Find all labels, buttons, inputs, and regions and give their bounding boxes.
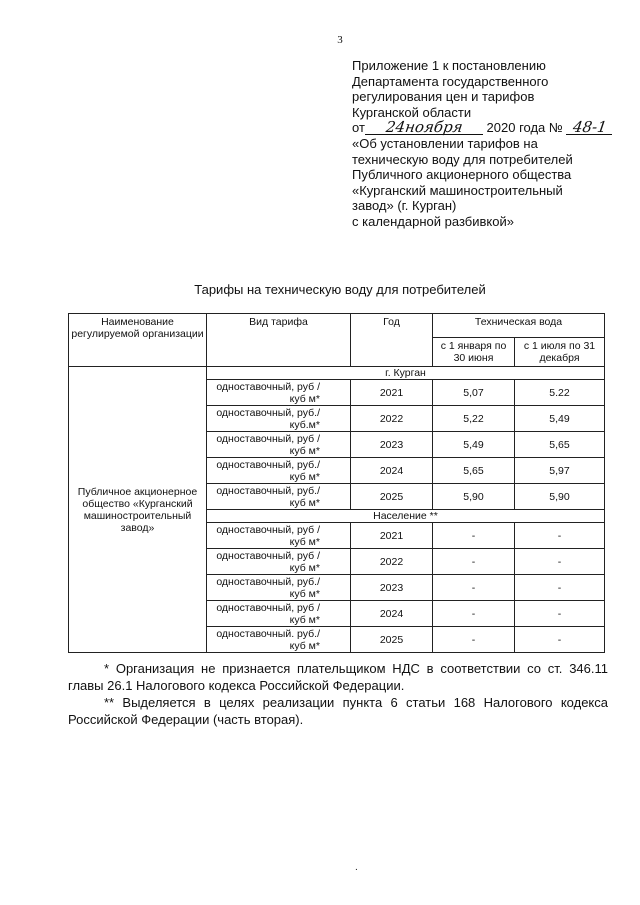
tariff-table	[68, 313, 605, 653]
period-1-value: -	[433, 549, 515, 575]
tariff-type-cell: одноставочный, руб /куб м*	[207, 601, 351, 627]
tariff-type-cell: одноставочный, руб /куб м*	[207, 549, 351, 575]
header-organization: Наименование регулируемой организации	[69, 314, 207, 367]
year-cell: 2024	[351, 601, 433, 627]
handwritten-number: 48-1	[571, 118, 608, 137]
footnotes	[68, 660, 608, 728]
tariff-type-cell: одноставочный, руб /куб м*	[207, 523, 351, 549]
period-2-value: -	[515, 549, 605, 575]
subject-line: техническую воду для потребителей	[352, 151, 573, 167]
subject-line: завод» (г. Курган)	[352, 198, 457, 214]
year-cell: 2021	[351, 380, 433, 406]
appendix-line: Курганской области	[352, 104, 472, 120]
period-2-value: -	[515, 627, 605, 653]
appendix-line: Департамента государственного	[352, 73, 549, 89]
year-cell: 2025	[351, 627, 433, 653]
section-title: Население **	[207, 510, 605, 523]
header-period-1: с 1 января по 30 июня	[433, 338, 515, 367]
tariff-type-cell: одноставочный, руб /куб м*	[207, 380, 351, 406]
period-2-value: 5.22	[515, 380, 605, 406]
tariff-type-cell: одноставочный, руб /куб м*	[207, 432, 351, 458]
date-prefix: от	[352, 120, 365, 136]
period-2-value: -	[515, 575, 605, 601]
tariff-type-cell: одноставочный. руб./куб м*	[207, 627, 351, 653]
organization-name: Публичное акционерное общество «Курганский машиностроительный завод»	[69, 367, 207, 653]
footnote-population: ** Выделяется в целях реализации пункта 6 статьи 168 Налогового кодекса Российской Федерации (часть вторая).	[68, 695, 608, 727]
period-1-value: 5,22	[433, 406, 515, 432]
period-1-value: 5,65	[433, 458, 515, 484]
tariff-type-cell: одноставочный, руб./куб м*	[207, 484, 351, 510]
year-cell: 2022	[351, 549, 433, 575]
appendix-line: Приложение 1 к постановлению	[352, 58, 546, 73]
period-2-value: -	[515, 523, 605, 549]
bottom-mark: .	[355, 862, 358, 873]
header-technical-water: Техническая вода	[433, 314, 605, 338]
page-number: 3	[337, 34, 343, 46]
subject-line: Публичного акционерного общества	[352, 167, 572, 183]
subject-line: с календарной разбивкой»	[352, 213, 514, 229]
header-period-2: с 1 июля по 31 декабря	[515, 338, 605, 367]
period-1-value: -	[433, 601, 515, 627]
period-1-value: 5,07	[433, 380, 515, 406]
appendix-header	[352, 58, 622, 230]
year-cell: 2022	[351, 406, 433, 432]
section-row	[69, 367, 605, 380]
period-1-value: -	[433, 575, 515, 601]
period-2-value: 5,97	[515, 458, 605, 484]
period-1-value: -	[433, 523, 515, 549]
section-title: г. Курган	[207, 367, 605, 380]
year-cell: 2025	[351, 484, 433, 510]
subject-line: «Об установлении тарифов на	[352, 135, 538, 151]
tariff-type-cell: одноставочный, руб./куб м*	[207, 458, 351, 484]
year-cell: 2023	[351, 432, 433, 458]
header-year: Год	[351, 314, 433, 367]
subject-line: «Курганский машиностроительный	[352, 182, 563, 198]
period-2-value: 5,49	[515, 406, 605, 432]
period-1-value: -	[433, 627, 515, 653]
period-1-value: 5,49	[433, 432, 515, 458]
year-cell: 2021	[351, 523, 433, 549]
period-1-value: 5,90	[433, 484, 515, 510]
table-title: Тарифы на техническую воду для потребителей	[194, 282, 486, 297]
year-cell: 2023	[351, 575, 433, 601]
resolution-date-line	[352, 120, 622, 136]
period-2-value: -	[515, 601, 605, 627]
footnote-vat: * Организация не признается плательщиком НДС в соответствии со ст. 346.11 главы 26.1 Налогового кодекса Российской Федерации.	[68, 661, 608, 693]
year-cell: 2024	[351, 458, 433, 484]
year-text: 2020 года №	[486, 120, 563, 136]
handwritten-date: 24ноября	[384, 118, 464, 137]
appendix-line: регулирования цен и тарифов	[352, 89, 535, 105]
header-tariff-type: Вид тарифа	[207, 314, 351, 367]
period-2-value: 5,65	[515, 432, 605, 458]
period-2-value: 5,90	[515, 484, 605, 510]
tariff-type-cell: одноставочный, руб./куб.м*	[207, 406, 351, 432]
tariff-type-cell: одноставочный, руб./куб м*	[207, 575, 351, 601]
